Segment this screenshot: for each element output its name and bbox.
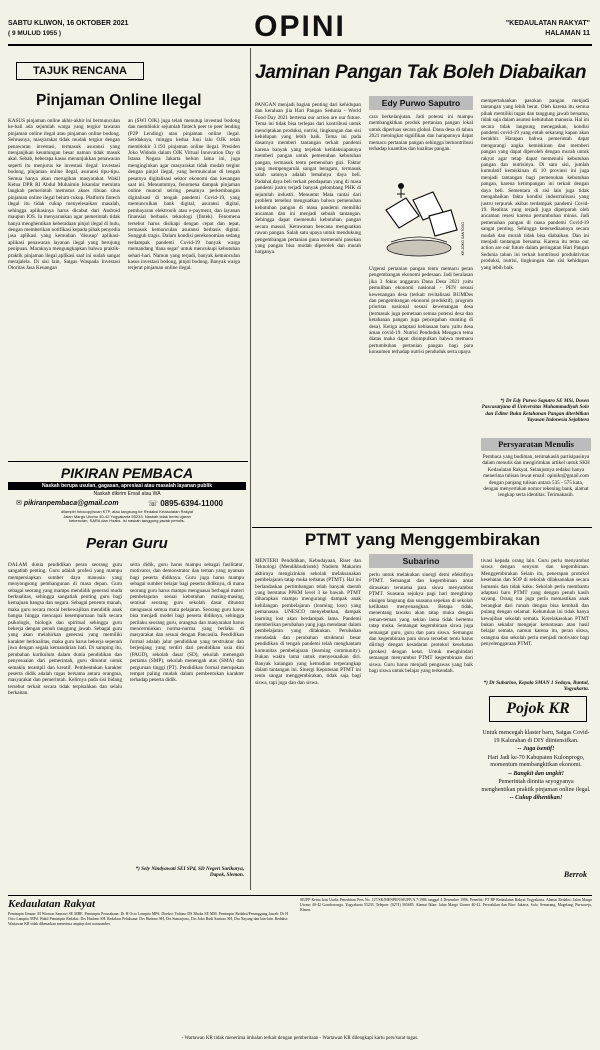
pikiran-email-text: pikiranpembaca@gmail.com: [23, 500, 119, 507]
pojok-item: Untuk mencegah klaster baru, Satgas Covid-19 Kalurahan di DIY diintensifkan.: [482, 730, 590, 744]
pojok-item: Hari Jadi ke-70 Kabupaten Kulonprogo, momentum membangkitkan ekonomi.: [487, 754, 585, 768]
jaminan-title: Jaminan Pangan Tak Boleh Diabaikan: [255, 62, 587, 83]
jaminan-col2: cara berkelanjutan. Jadi potensi ini mampu membangkitkan produk pertanian pangan lokal untuk diperluas secara global. Dana desa di tahun 2021 meningkat signifikan dan harapannya dapat memacu pertanian pangan sehingga berkontribusi terhadap kuantitas dan kualitas pangan.: [369, 114, 473, 153]
cartoon-credit: KR.JOKO SANTOSO: [461, 222, 465, 256]
masthead-left: Pemimpin Umum: M Wirmon Samawi SE MBE. Pemimpin Perusahaan: Dr H Octo Lampito MPd. Direksi: Yuliano DS Bhoka SE MM. Pemimpin Redaksi/Penanggung Jawab: Dr H Octo Lampito MPd. Wakil Pemimpin Redaksi: Drs Hudono SH. Redaktur Pelaksana: Drs Hudono SH, Drs Sumarjono, Drs Joko Budi Santoso SH, Dra Nayang dan lain-lain. Redaksi: Wartawan KR tidak dibenarkan menerima amplop dari narasumber.: [8, 912, 288, 926]
pikiran-phone-text: 0895-6394-11000: [160, 499, 223, 508]
masthead-footer: - Wartawan KR tidak menerima imbalan terkait dengan pemberitaan - Wartawan KR dilengkapi kartu pers/surat tugas.: [181, 1036, 419, 1041]
ptmt-col1: MENTERI Pendidikan, Kebudayaan, Riset dan Teknologi (Mendikbudristek) Nadiem Makarim akhirnya mengizinkan sekolah melaksanakan pembelajaran tatap muka terbatas (PTMT). Hal ini berlandaskan pertimbangan telah banyak daerah yang berstatus PPKM level 3 ke bawah. PTMT diharapkan mampu mengurangi dampak anak kehilangan pembelajaran (learning loss) yang pemanasan. UNESCO menyebutkan, dampak learning lost akan berdampak lama. Pandemi memberikan perubahan yang juga mendasar dalam pembelajaran yang dilakukan. Perubahan mendadak dan perubahan struktural besar pendidikan di tengah pandemi telah menghantam komunitas pembelajaran (learning community). Bukan waktu lama untuk menyesuaikan diri. Banyak kalangan yang kemudian terperangkap dalam tantangan ini. Sinergi Keputusan PTMT ini tentu sangat menggembirakan, tidak saja bagi siswa, tapi juga dan dan siswa.: [255, 558, 361, 686]
pojok-label: Pojok KR: [489, 696, 587, 722]
pojok-artist: Berrok: [563, 870, 587, 879]
peran-sign: *) Sely Nindyawati SEI SPd, SD Negeri Sarikarya, Dapok, Sleman.: [135, 866, 244, 879]
pojok-kr: [481, 696, 591, 886]
masthead-logo: Kedaulatan Rakyat: [8, 898, 96, 910]
pikiran-note1: dilampiri fotocopy/scan KTP, atau langsung ke Redaksi Kedaulatan Rakyat: [60, 509, 194, 514]
pikiran-notes: [8, 510, 246, 524]
persyaratan-box: [481, 438, 591, 528]
ptmt-title: PTMT yang Menggembirakan: [304, 530, 541, 549]
pikiran-pembaca: [8, 465, 246, 525]
persyaratan-text: Pembaca yang budiman, terimakasih partisipasinya dalam menulis dan mengirimkan artikel untuk SKH Kedaulatan Rakyat. Selanjutnya redaksi hanya menerima tulisan lewat email: opinikr@gmail.com dengan panjang tulisan antara 535 - 575 kata, dengan menyertakan nomor rekening bank, alamat lengkap serta identitas. Terimakasih.: [482, 454, 590, 499]
tajuk-label: TAJUK RENCANA: [16, 62, 144, 80]
ptmt-author: Subarino: [369, 554, 473, 568]
pikiran-email: [16, 499, 119, 507]
jaminan-sign: *) Dr Edy Purwo Saputro SE MSi, Dosen Pascasarjana di Universitas Muhammadiyah Solo dan Editor Buku Ketahanan Pangan diterbitkan Yayasan Indonesia Sejahtera: [481, 398, 589, 424]
pojok-item: -- Bangkit dan ungkit!: [508, 770, 564, 777]
tajuk-title: Pinjaman Online Ilegal: [36, 92, 202, 109]
food-cartoon: [371, 170, 469, 262]
jaminan-col2b: Urgensi pertanian pangan tentu memacu peran pengembangan ekonomi pedesaan. Jadi beralasan jika 3 fokus anggaran Dana Desa 2021 yaitu pemulihan ekonomi nasional - PEN sesuai kewenangan desa (terkait revitalisasi BUMDes dan pengembangan ekonomi produktif), program prioritas nasional sesuai kewenangan desa (termasuk juga pemetaan semua potensi desa dan ketahanan pangan juga pencegahan stunting di desa). Ketiga adaptasi kebiasaan baru yaitu desa aman covid-19. Nutrisi Penduduk Mengacu tema diatas maka dapat disimpulkan bahwa memacu pertumbuhan pertanian pangan bagi para konsumen terhadap nutrisi penduduk serta upaya: [369, 266, 473, 356]
pikiran-note3: kebencian, SARA dan Hoaks. Isi naskah tanggung jawab penulis.: [69, 518, 185, 524]
pojok-items: [481, 730, 591, 804]
jaminan-article: [255, 62, 590, 457]
peran-title: Peran Guru: [86, 535, 168, 552]
tajuk-col2: an (SWI OJK) juga telah menutup investasi bodong dan memblokir sejumlah fintech peer to peer lending (P2P Lending) atau pinjaman online ilegal. Setidaknya, minggu kedua Juni lalu OJK telah memblokir 3.193 pinjaman online ilegal. Presiden Joko Widodo dalam OJK Virtual Innovation Day di Istana Negara Jakarta belum lama ini, juga menginginkan agar masyarakat tidak mudah tergiur dengan pinjol ilegal, yang bermuncalan di tengah pesatnya digitalisasi sektor ekonomi dan keuangan saat ini. Menuntutnya, fenomena dampak pinjaman online muncul seiring pesatnya perkembangan digitalisasi di tengah pandemi Covid-19, yang memunculkan bank digital, asuransi digital, pembayaran elektronik atau e-payment, dan layanan finansial berbasis teknologi (fintek). Fenomena tersebut harus disikapi dengan cepat dan tepat, termasuk kemunculan asuransi berbasis digital. Sungguh tragis. Dalam kondisi perekonomian sedang terdampak pandemi Covid-19 banyak warga memandang 'dana segar' untuk mencukupi kebutuhan sehari-hari. Namun yang terjadi, banyak kemunculan kasus investasi bodong, pinjol bodong. Banyak warga terjerat pinjaman online ilegal.: [128, 118, 240, 272]
masthead-right: SIUPP Ketua Izin Usaha Penerbitan Pers No. 127/SK/MENPEN/SIUPP/A.7/1986 tanggal 4 Desember 1986. Penerbit: PT BP Kedaulatan Rakyat Yogyakarta. Alamat Redaksi: Jalan Margo Utomo 40-42 Gondowongo, Yogyakarta 55233. Telepon: (0274) 565685. Alamat Iklan: Jalan Margo Utomo 40-42. Perwakilan dan Biro: Jakarta, Solo, Semarang, Magelang, Purworejo, Klaten.: [300, 898, 592, 912]
peran-col1: DALAM dunia pendidikan peran seorang guru sangatlah penting. Guru adalah profesi yang mampu mempersiapkan sumber daya manusia yang menyongsong pembangunan di masa depan. Guru sebagai seorang yang mampu mendidik generasi muda berkualitas, sehingga sangatlah penting guru bagi kemajuan bangsa dan negara. Sebagai penentu manah, maka guru secara moral berkewajiban mendidik anak bangsa hingga mencapai kesempurnaan baik secara psikologis, biologis dan spiritual sehingga guru bekerja dengan penuh tanggung jawab. Sebagai guru yang akan melahirkan generasi yang memiliki karakter berkualitas, maka guru harus bekerja sepenuh jiwa dengan segala kemandirian hati. Di samping itu, perubahan kurikulum dalam dunia pendidikan dan penyesuaian dari pemerintah, guru dituntut untuk semakin terampil dan kreatif. Pembentukan karakter peserta didik adalah tugas bersama antara orangtua, masyarakat dan pemerintah. Kelirnya pada sisi bidang tersebut terkait secara tidak terpisahkan dan selalu berkaitan.: [8, 562, 122, 697]
paper-name: "KEDAULATAN RAKYAT": [505, 20, 590, 27]
section-title: OPINI: [254, 10, 346, 43]
tajuk-col1: KASUS pinjaman online akhir-akhir ini bermunculan ke-bali ada sejumlah warga yang tergiur tawaran pinjaman online ilegal atau pinjaman online bodong. Sehrusnya, masyarakat tidak mudah tergiur dengan penawaran investasi, termasuk asuransi yang menjanjikan keuntungan besar namun tidak masuk akal. Sebab, beberapa kasus menunjukkan penawaran seperti itu menjurus ke investasi ilegal: investasi bodong, pinjaman online ilegal, asuransi tipu-tipu. Semua hanya akan merugikan masyarakat. Wakil Ketua DPR RI Abdul Muhaimin Iskandar meminta langkah pemerintah memutus akses ribuan situs pinjaman online ilegal belum cukup. Platform fintech ilegal itu tidak cukup menyelesaikan masalah, sehingga aplikasinya harus dicabut dari Android maupun IOS. Ia menyarankan agar pemerintah tidak hanya menghentikan keberadaan pinjol ilegal di hulu, dengan memberikan notifikasi kepada pihak penyedia jasa aplikasi yang kemudian 'disusup' aplikasi-aplikasi penawaran layanan ilegal yang berujung penipuan. Maraknya mengungkapkan bahwa praktik-praktik pinjaman ilegal aplikasi saat ini sudah sangat merajalela. Di sisi lain, Satgas Waspada Investasi Otoritas Jasa Keuangan: [8, 118, 120, 272]
section-divider: [252, 527, 592, 528]
masthead-rule: [8, 895, 592, 896]
ptmt-col3: tivasi kepada orang lain. Guru perlu menyambut siswa dengan senyum dan kegembiraan. Menggembirakan Selain itu, penerapan protokol kesehatan dan SOP di sekolah dilaksanakan secara humanis dan tidak kaku. Sekolah perlu membantu adaptasi baru PTMT yang dengan penuh kasih sayang. Orang tua juga perlu memastikan anak berangkat dari rumah dengan bisa kembali dan pulang dengan selamat. Kebutuhan ini tidak hanya kewajiban sekolah semata. Kerelakasokan PTMT bukan sekadar mengejar ketuntasan atau hasil belajar semata, namun karena itu, peran siswa, orangtua dan sekolah perlu menjadi motivator bagi penyelenggaraan PTMT.: [481, 558, 589, 648]
peran-col2: serta didik, guru harus mampu sebagai fasilitator, motivator, dan demonstrator dan teman yang nyaman bagi peserta didiknya. Guru juga harus mampu sebagai sumber belajar bagi peserta didiknya, di mana seorang guru harus mampu menguasai berbagai materi pembelajaran sesuai kebutuhan masing-masing, semisal seorang guru sekolah dasar dituntut menguasai semua mata pelajaran. Seorang guru harus bisa menjadi model bagi peserta didiknya, sehingga perilaku seorang guru, orangtua dan masyarakat harus mencerminkan norma-norma yang berlaku di masyarakat dan sesuai dengan Pancasila. Pendidikan formal adalah jalur pendidikan yang terstruktur dan berjenjang yang terdiri dari pendidikan usia dini (PAUD), sekolah dasar (SD), sekolah menengah pertama (SMP), sekolah menengah atas (SMA) dan perguruan tinggi (PT). Pendidikan formal merupakan tempat paling mudah dalam pembentukan karakter terhadap peserta didik.: [130, 562, 244, 684]
peran-guru: [8, 530, 246, 890]
header-rule: [8, 44, 592, 46]
column-divider: [250, 48, 251, 890]
page-number: HALAMAN 11: [545, 30, 590, 37]
persyaratan-label: Persyaratan Menulis: [481, 438, 591, 451]
ptmt-col2: perlu untuk melakukan sinergi demi efektifnya PTMT. Semangat dan kegembiraan amat dirasakan terutama para siswa menyambut PTMT. Suasana sejukya pagi hari menghirup oksigen langsung dan suasana sepekan di sekolah kelihatan menyenangkan. Betapa tidak, menentang tawaku akan tatap muka dengan teman-teman yang sekian lama tidak bertemu tatap muka. Semangat kegembiraan siswa juga semangat guru, guru dan para siswa. Semangat dan kegembiraan para siswa tersebut tentu harus diiringi dengan kesadaran protokol kesehatan (prokes) dengan ketat. Untuk menghindari semangat menyambut PTMT kegembiraan dari siswa. Guru harus menjadi pengawas yang baik bagi siswa untuk belajar yang terkendali.: [369, 572, 473, 675]
pikiran-sub2: Naskah dikirim Email atau WA: [93, 491, 161, 497]
pojok-item: Pemerintah dinnita seyogyanya menghentikan praktik pinjaman online ilegal.: [481, 779, 591, 793]
pikiran-sub1: Naskah berupa usulan, gagasan, apresiasi atau masalah layanan publik: [8, 482, 246, 490]
ptmt-sign: *) Dr Subarino, Kepala SMAN 1 Sedayu, Bantul, Yogyakarta.: [483, 680, 589, 693]
jaminan-col1: PANGAN menjadi bagian penting dari kehidupan dan keraluan jiia Hari Pangan Sedunia - World Food Day 2021 bertema our action are our future. Tema ini tidak bisa terlepas dari kontribusi untuk menciptakan produksi, nutrisi, lingkungan dan sisi kehidupan yang lebih baik. Tema ini pada dasarnya memberi tantangan terkait pandemi karena banyak yang terjebak ketidaksiapannya memberi pangan untuk pemenuhan kebutuhan pangan, termasuk tentu pemenuhan gizi. Faktor yang mempengaruhi sangat beragam, termasuk salah satunya adalah lemahnya daya beli. Padahal,daya beli terkait pendapatan yang di masa pandemi justru terjadi banyak gelombang PHK di sejumlah industri. Menuntut Mata rantai dari problem tersebut menguatkan bahwa pemenuhan kebutuhan pangan di masa pandemi memiliki ancaman dan ini menjadi sebuah tantangan. Sehingga dapat memenuhi kebutuhan pangan secara massal. Kerawanan bencana menguatkan rawan pangan. Salah satu upaya untuk mendukung pengembangan pertanian guna memenuhi pasokan yang pangan bisa mudah diperoleh dan murah harganya.: [255, 102, 361, 256]
jaminan-col3: mempertahankan pasokan pangan menjadi tantangan yang lebih berat. Oleh karena itu semua pihak memiliki tugas dan tanggung jawab bersama, tidak saja dalam asumsi kebutuhan manusia. Hal ini secara tidak langsung menegaskan, kondisi pandemi covid-19 yang entah sekarang kapan akan berakhir. Harapan bahwa pemerintah dapat mengurangi angka kemiskinan dan memberi pangan yang dapat diperoleh dengan murah untuk rakyat agar tetap dapat memenuhi kebutuhan pangan dan nutrisinya. Di satu sisi, jumlah kumulatif kemiskinan di 10 provinsi ini juga menjadi tantangan bagi pemenuhan kebutuhan pangan, karena ketimpangan ini terkait dengan daya beli. Sementara di sisi lain juga tidak mengabaikan fakta kondisi industrialisasi yang justru terpuruk akibat terdampak pandemi Covid-19. Realitas yang terjadi juga diperparah oleh ancaman resesi karena pertumbuhan minus. Jadi pemenuhan pangan di masa pandemi Covid-19 sangat penting. Sehingga ketersediaannya secara mudah dan murah tidak bisa diabaikan. Dan ini menjadi tantangan bersama. Karena itu tema our action are our future dalam peringatan Hari Pangan Sedunia tahun ini terkait kontribusi produktivitas produksi, nutrisi, lingkungan dan sisi kehidupan yang lebih baik.: [481, 98, 589, 271]
jaminan-author: Edy Purwo Saputro: [369, 96, 473, 110]
email-icon: ✉: [16, 500, 24, 507]
section-divider: [8, 461, 248, 462]
pojok-item: -- Juga isentif!: [517, 746, 555, 752]
pojok-item: -- Cukup dihentikan!: [509, 795, 563, 801]
issue-date: SABTU KLIWON, 16 OKTOBER 2021: [8, 20, 129, 27]
pikiran-phone: [148, 499, 223, 508]
hijri-date: ( 9 MULUD 1955 ): [8, 30, 62, 37]
pikiran-note2: Jalan Margo Utomo 40-42 Yogyakarta 55233. Naskah tidak berisi ujaran: [63, 513, 191, 519]
pikiran-label: PIKIRAN PEMBACA: [60, 465, 194, 481]
whatsapp-icon: ☏: [148, 499, 161, 508]
tajuk-rencana: [8, 56, 248, 448]
